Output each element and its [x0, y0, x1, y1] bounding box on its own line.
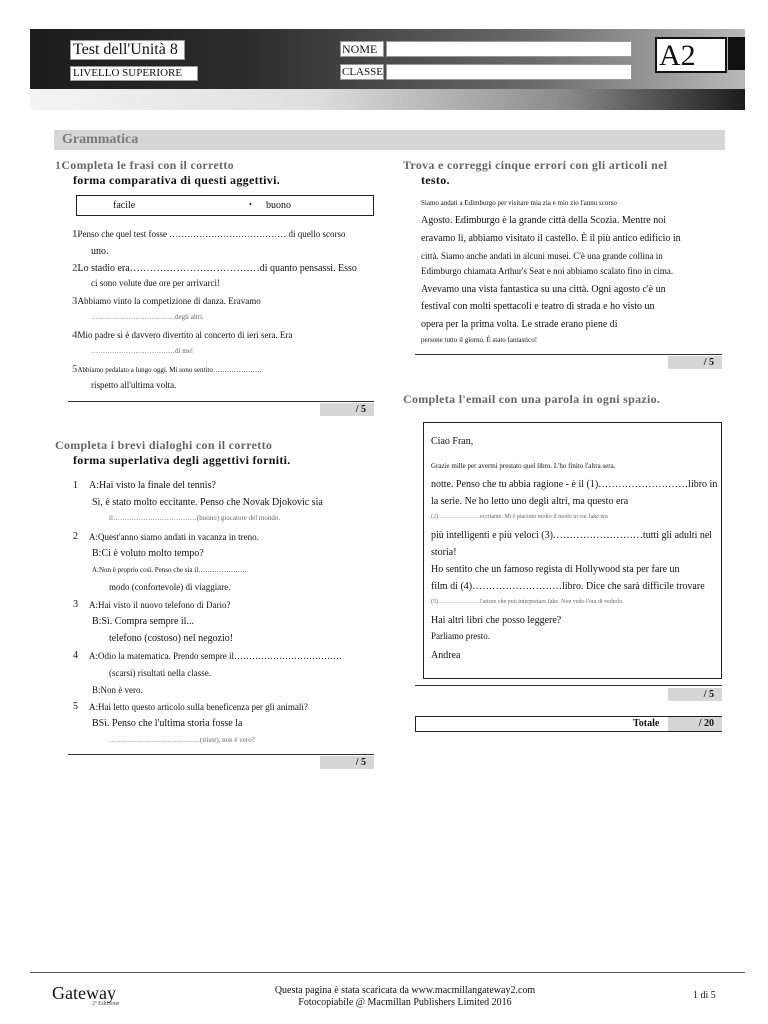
email-box: [423, 422, 722, 679]
ex2-1-line3: il………………………………(buono) giocatore del mondo.: [109, 514, 281, 522]
ex1-item-2-cont: ci sono volute due ore per arrivarci!: [91, 278, 220, 288]
ex2-2-line2: B:Ci è voluto molto tempo?: [92, 548, 204, 559]
section-title: Grammatica: [54, 130, 725, 150]
ex1-item-4-cont: ………………………………di me!: [91, 347, 194, 355]
email-line-6: storia!: [431, 547, 457, 558]
ex2-score-line: [68, 754, 374, 755]
ex2-instruction: Completa i brevi dialoghi con il corretto: [55, 438, 273, 452]
ex1-item-3: 3Abbiamo vinto la competizione di danza. Eravamo: [72, 295, 261, 307]
ex3-line-4: città. Siamo anche andati in alcuni musei. C'è una grande collina in: [421, 251, 663, 261]
ex2-1-line2: Sì, è stato molto eccitante. Penso che Novak Djokovic sia: [92, 497, 323, 508]
page-number: 1 di 5: [693, 990, 716, 1001]
adjective-1: facile: [113, 200, 136, 211]
ex1-instruction-2: forma comparativa di questi aggettivi.: [73, 173, 281, 187]
header-strip: [30, 89, 745, 110]
footer-line-2: Fotocopiabile @ Macmillan Publishers Limited 2016: [298, 997, 512, 1008]
ex2-4-line3: B:Non è vero.: [92, 685, 143, 695]
email-line-1: Grazie mille per avermi prestato quel libro. L'ho finito l'altra sera.: [431, 462, 616, 470]
gateway-logo: Gateway: [52, 983, 116, 1003]
ex2-3-num: 3: [73, 599, 78, 610]
ex2-2-line1: A:Quest'anno siamo andati in vacanza in treno.: [89, 532, 259, 542]
email-line-3: la serie. Ne ho letto uno degli altri, ma questo era: [431, 496, 629, 507]
total-score: / 20: [668, 717, 722, 731]
ex2-score: / 5: [320, 756, 374, 769]
ex2-5-line2: BSì. Penso che l'ultima storia fosse la: [92, 718, 243, 729]
email-greeting: Ciao Fran,: [431, 436, 474, 447]
ex4-instruction: Completa l'email con una parola in ogni spazio.: [403, 392, 661, 406]
ex3-line-6: Avevamo una vista fantastica su una città. Ogni agosto c'è un: [421, 284, 666, 295]
ex3-line-2: Agosto. Edimburgo è la grande città della Scozia. Mentre noi: [421, 215, 667, 226]
ex2-4-line1: A:Odio la matematica. Prendo sempre il………………………………: [89, 651, 342, 661]
ex3-line-9: persone tutto il giorno. È stato fantastico!: [421, 336, 538, 344]
ex3-line-5: Edimburgo chiamata Arthur's Seat e noi abbiamo scalato fino in cima.: [421, 266, 674, 276]
email-line-7: Ho sentito che un famoso regista di Hollywood sta per fare un: [431, 564, 680, 575]
ex1-item-4: 4Mio padre si è davvero divertito al concerto di ieri sera. Era: [72, 329, 293, 341]
email-line-8: film di (4)………………………libro. Dice che sarà difficile trovare: [431, 581, 705, 592]
ex1-score-line: [68, 401, 374, 402]
email-line-11: Parliamo presto.: [431, 631, 490, 641]
level-badge: A2: [655, 37, 727, 73]
ex4-score-line: [415, 685, 722, 686]
ex2-3-line1: A:Hai visto il nuovo telefono di Dario?: [89, 600, 231, 610]
total-label: Totale: [633, 718, 660, 729]
ex3-line-8: opera per la prima volta. Le strade erano piene di: [421, 319, 618, 330]
ex2-4-num: 4: [73, 650, 78, 661]
ex3-instruction: Trova e correggi cinque errori con gli articoli nel: [403, 158, 668, 172]
ex2-1-num: 1: [73, 480, 78, 491]
class-label: CLASSE: [342, 66, 383, 78]
footer-credit: [200, 985, 610, 1009]
bullet: •: [249, 200, 252, 209]
ex2-2-line4: modo (confortevole) di viaggiare.: [109, 582, 231, 592]
email-signature: Andrea: [431, 650, 461, 661]
ex1-item-2: 2Lo stadio era…………………………………di quanto pensassi. Esso: [72, 262, 357, 274]
ex1-item-5-cont: rispetto all'ultima volta.: [91, 380, 177, 390]
footer-line-1: Questa pagina è stata scaricata da www.macmillangateway2.com: [274, 985, 536, 996]
email-line-4: (2)…………………eccitante. Mi è piaciuto molto il modo in cui Jake era: [431, 514, 608, 520]
ex1-item-3-cont: ………………………………degli altri.: [91, 313, 204, 321]
ex2-5-line3: …………………………………(triste), non è vero?: [109, 736, 255, 744]
ex2-instruction-2: forma superlativa degli aggettivi forniti.: [73, 453, 291, 467]
email-line-10: Hai altri libri che posso leggere?: [431, 615, 562, 626]
footer-line: [30, 972, 745, 973]
total-box: [415, 716, 722, 732]
ex2-3-line2: B:Sì. Compra sempre il...: [92, 616, 194, 627]
level-tab: [728, 37, 745, 70]
adjective-box: [76, 195, 374, 216]
class-field[interactable]: [386, 64, 632, 80]
ex2-1-line1: A:Hai visto la finale del tennis?: [89, 480, 216, 491]
ex2-2-num: 2: [73, 531, 78, 542]
email-line-2: notte. Penso che tu abbia ragione - è il (1)………………………libro in: [431, 479, 718, 490]
email-line-9: (5)…………………l'attore che può interpretare Jake. Non vedo l'ora di vederlo.: [431, 599, 624, 605]
ex3-instruction-2: testo.: [421, 173, 450, 187]
ex3-line-1: Siamo andati a Edimburgo per visitare mia zia e mio zio l'anno scorso: [421, 199, 617, 207]
name-field[interactable]: [386, 41, 632, 57]
ex2-2-line3: A:Non è proprio così. Penso che sia il…………………: [92, 566, 248, 574]
adjective-2: buono: [266, 200, 291, 211]
ex2-4-line2: (scarsi) risultati nella classe.: [109, 668, 211, 678]
ex1-item-1-cont: uno.: [91, 246, 109, 257]
gateway-edition: 2ª Edizione: [92, 1001, 120, 1007]
ex3-line-3: eravamo lì, abbiamo visitato il castello. È il più antico edificio in: [421, 233, 681, 244]
ex4-score: / 5: [668, 688, 722, 701]
ex1-instruction: 1Completa le frasi con il corretto: [55, 158, 234, 172]
ex2-5-num: 5: [73, 701, 78, 712]
ex1-item-5: 5Abbiamo pedalato a lungo oggi. Mi sono sentito…………………: [72, 363, 262, 375]
ex3-score: / 5: [668, 356, 722, 369]
ex3-line-7: festival con molti spettacoli e teatro di strada e ho visto un: [421, 301, 655, 312]
level-text: LIVELLO SUPERIORE: [70, 66, 198, 81]
name-label: NOME: [340, 41, 384, 57]
test-title: Test dell'Unità 8: [70, 40, 185, 60]
ex1-score: / 5: [320, 403, 374, 416]
email-line-5: più intelligenti e più veloci (3)………………………tutti gli adulti nel: [431, 530, 713, 541]
ex2-5-line1: A:Hai letto questo articolo sulla beneficenza per gli animali?: [89, 702, 308, 712]
ex1-item-1: 1Penso che quel test fosse ………………………………… di quello scorso: [72, 228, 346, 240]
ex3-score-line: [415, 354, 722, 355]
ex2-3-line3: telefono (costoso) nel negozio!: [109, 633, 234, 644]
